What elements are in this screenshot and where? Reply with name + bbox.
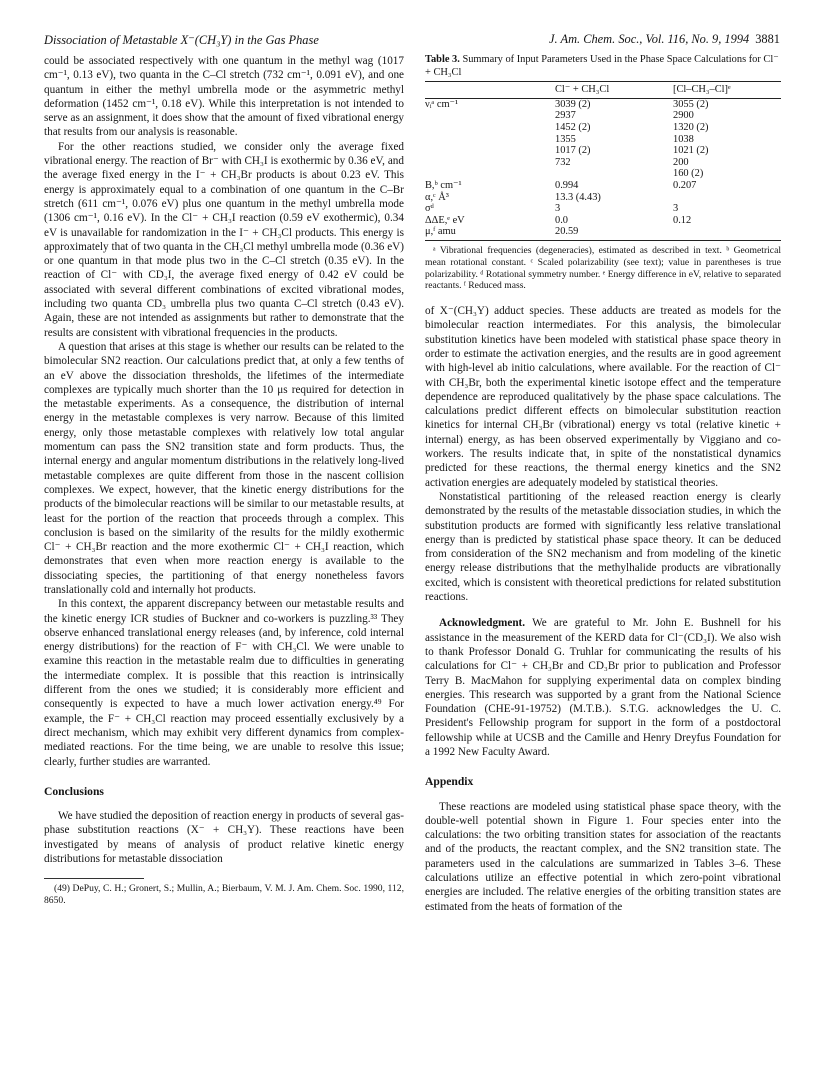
table-row <box>425 203 781 215</box>
table-cell: μ,ᶠ amu <box>425 226 555 240</box>
column-header: [Cl–CH₃–Cl]ᵉ <box>673 82 781 99</box>
table-row <box>425 192 781 204</box>
section-heading-conclusions: Conclusions <box>44 784 104 798</box>
table-cell <box>425 110 555 122</box>
table-cell <box>425 122 555 134</box>
running-header <box>44 32 780 48</box>
table-cell: 160 (2) <box>673 168 704 180</box>
paragraph: A question that arises at this stage is whether our results can be related to the bimolecular SN2 reaction. Our calculations predict that, at only a few tenths of an eV above the dissociation thresholds, the lifetimes of the intermediate complexes are typically much shorter than the 10 μs required for detection in the metastable experiments. As a consequence, the distribution of internal energy in the metastable complexes is very narrow. Because of this limited energy, only those metastable complexes with relatively low total angular momentum can pass the SN2 transition state and form products. Thus, the internal energy and angular momentum distributions in the relatively long-lived metastable complexes are quite different from those in the nascent collision complexes. We expect, however, that the kinetic energy distributions for the products of the bimolecular reactions will be similar to our metastable results, at least for the portion of the reaction that proceeds through a complex. This conclusion is based on the similarity of the results for the mildly exothermic Cl⁻ + CH₃Br reaction and the more exothermic Cl⁻ + CH₃I reaction, which demonstrates that even when more reaction energy is available to the dissociating species, the partitioning of that energy nonetheless favors translationally cold and internally hot products. <box>44 340 404 596</box>
table-cell: B,ᵇ cm⁻¹ <box>425 179 462 191</box>
table-cell: 1355 <box>555 133 576 145</box>
running-title: Dissociation of Metastable X⁻(CH₃Y) in the Gas Phase <box>44 33 319 47</box>
acknowledgment: Acknowledgment. We are grateful to Mr. John E. Bushnell for his assistance in the measurement of the KERD data for Cl⁻(CD₃I). We also wish to thank Professor Donald G. Truhlar for communicating the results of his calculations for Cl⁻ + CH₃Br and CD₃Br prior to publication and Professor Terry B. MacMahon for supplying experimental data on complex binding energies. This research was supported by a grant from the National Science Foundation (CHE-91-19752) (M.T.B.). S.T.G. acknowledges the U. C. President's Fellowship program for support in the form of a postdoctoral fellowship while at UCSB and the Camille and Henry Dreyfus Foundation for a 1992 New Faculty Award. <box>425 617 781 758</box>
table-cell: 3039 (2) <box>555 98 591 110</box>
table-cell: 0.0 <box>555 214 568 226</box>
table-header-row <box>425 82 781 99</box>
journal-citation: J. Am. Chem. Soc., Vol. 116, No. 9, 1994 3881 <box>549 32 780 46</box>
table-cell: 0.994 <box>555 179 579 191</box>
table-cell <box>425 157 555 169</box>
table-cell: νᵢᵃ cm⁻¹ <box>425 98 459 110</box>
table-cell <box>673 192 781 204</box>
table-row <box>425 226 781 240</box>
page-number: 3881 <box>755 32 780 46</box>
table-cell: 1320 (2) <box>673 121 709 133</box>
paragraph: We have studied the deposition of reaction energy in products of several gas-phase substitution reactions (X⁻ + CH₃Y). These reactions have been investigated by means of analysis of product relative kinetic energy distributions for metastable dissociation <box>44 810 404 866</box>
table-cell: σᵈ <box>425 203 434 215</box>
table-cell: 1452 (2) <box>555 121 591 133</box>
table-cell <box>555 168 673 180</box>
table-caption: Table 3. Summary of Input Parameters Used in the Phase Space Calculations for Cl⁻ + CH₃Cl <box>425 54 779 78</box>
footnote-rule <box>44 878 144 879</box>
table-cell: 0.207 <box>673 179 697 191</box>
table-cell: ΔΔE,ᵉ eV <box>425 214 465 226</box>
table-cell <box>425 168 555 180</box>
table-cell <box>425 145 555 157</box>
paragraph: Nonstatistical partitioning of the released reaction energy is clearly demonstrated by the results of the metastable dissociation studies, in which the substitution products are formed with significantly less relative translational energy than is predicted by statistical phase space theory. It can be deduced from consideration of the SN2 mechanism and from modeling of the kinetic energy release distributions that the methylhalide products are vibrationally excited, which is consistent with theoretical predictions for related substitution reactions. <box>425 490 781 604</box>
table-cell: 20.59 <box>555 226 673 240</box>
table-row <box>425 134 781 146</box>
table-row <box>425 122 781 134</box>
table-cell: 2900 <box>673 110 694 122</box>
paragraph: of X⁻(CH₃Y) adduct species. These adducts are treated as models for the bimolecular reaction intermediates. For this analysis, the bimolecular substitution kinetics have been modeled with statistical phase space theory in order to estimate the activation energies, and the results are in good agreement with high-level ab initio calculations, where available. For the reaction of Cl⁻ with CH₃Br, both the experimental kinetic isotope effect and the temperature dependence are reproduced qualitatively by the phase space calculations. The calculations predict different effects on bimolecular substitution reaction kinetics for internal CH₃Br (vibrational) energy vs total (relative kinetic + internal) energy, as has been observed experimentally by Viggiano and co-workers. The results indicate that, in spite of the nonstatistical dynamics predicted for these reactions, the thermal energy kinetics and the SN2 activation energies are adequately modeled by statistical theories. <box>425 305 781 489</box>
left-column <box>44 54 404 907</box>
paragraph: In this context, the apparent discrepancy between our metastable results and the kinetic energy ICR studies of Buckner and co-workers is puzzling.³³ They observe enhanced translational energy releases (and, by inference, cold internal energy distributions) for the reaction of F⁻ with CH₃Cl. We were unable to examine this reaction in the metastable realm due to difficulties in generating the intermediate complex. It is possible that this reaction is intrinsically different from the ones we studied; it is considerably more efficient and consequently is expected to have a much lower activation energy.⁴⁹ For example, the F⁻ + CH₃Cl reaction may proceed essentially exclusively by a direct mechanism, which may exhibit very different dynamics from complex-mediated reactions. For the time being, we are unable to resolve this issue; clearly, further studies are warranted. <box>44 598 404 768</box>
table-row <box>425 215 781 227</box>
table-cell: 732 <box>555 156 571 168</box>
table-row <box>425 157 781 169</box>
right-column <box>425 54 781 914</box>
table-cell: 1038 <box>673 133 694 145</box>
table-row <box>425 180 781 192</box>
table-cell: 3 <box>555 203 561 215</box>
paragraph: could be associated respectively with one quantum in the methyl wag (1017 cm⁻¹, 0.13 eV), two quanta in the C–Cl stretch (732 cm⁻¹, 0.091 eV), and one quantum in either the methyl umbrella mode or the asymmetric methyl deformation (1452 cm⁻¹, 0.18 eV). While this interpretation is not intended to serve as an assignment, it does show that the amount of fixed vibrational energy that results from our analysis is reasonable. <box>44 55 404 139</box>
section-heading-appendix: Appendix <box>425 775 474 789</box>
footnote: (49) DePuy, C. H.; Gronert, S.; Mullin, A.; Bierbaum, V. M. J. Am. Chem. Soc. 1990, 112, 8650. <box>44 883 404 907</box>
table-row <box>425 168 781 180</box>
table-cell: 3 <box>673 203 679 215</box>
table-cell <box>673 226 781 240</box>
table-row <box>425 145 781 157</box>
table-cell <box>425 134 555 146</box>
table-cell: 1021 (2) <box>673 145 709 157</box>
table-footnotes: ᵃ Vibrational frequencies (degeneracies), estimated as described in text. ᵇ Geometrical mean rotational constant. ᶜ Scaled polarizability (see text); value in parentheses is true polarizability. ᵈ Rotational symmetry number. ᵉ Energy difference in eV, relative to separated reactants. ᶠ Reduced mass. <box>425 244 781 292</box>
table-cell: 3055 (2) <box>673 98 709 110</box>
column-header <box>425 82 555 99</box>
table-row <box>425 98 781 110</box>
table-cell: 0.12 <box>673 214 692 226</box>
table-cell: 1017 (2) <box>555 145 591 157</box>
paragraph: These reactions are modeled using statistical phase space theory, with the double-well potential shown in Figure 1. Four species enter into the calculations: the two orbiting transition states for association of the reactants and of the products, the reactant complex, and the SN2 transition state. The parameters used in the calculations are summarized in Tables 3–6. These calculations utilize an effective potential in which zero-point vibrational energies are included. The relative energies of the orbiting transition states are estimated from the heats of formation of the <box>425 800 781 913</box>
table-cell: α,ᶜ Å³ <box>425 191 449 203</box>
table-cell: 13.3 (4.43) <box>555 191 601 203</box>
table-3 <box>425 81 781 241</box>
table-cell: 200 <box>673 156 689 168</box>
paragraph: For the other reactions studied, we consider only the average fixed vibrational energy. The reaction of Br⁻ with CH₃I is exothermic by 0.36 eV, and the average fixed energy in the I⁻ + CH₃Br products is about 0.23 eV. This energy is approximately equal to a combination of one quantum in the C–Br stretch (611 cm⁻¹, 0.076 eV) plus one quantum in the methyl umbrella mode (1306 cm⁻¹, 0.16 eV). In the Cl⁻ + CH₃I reaction (0.59 eV exothermic), 0.34 eV is unavailable for randomization in the I⁻ + CH₃Cl products. This energy is approximately that of two quanta in the CH₃Cl methyl umbrella mode (0.36 eV) or one quantum in that mode plus two in the C–Cl stretch (0.35 eV). In the reaction of Cl⁻ with CD₃I, the average fixed energy of 0.42 eV could be associated with several different combinations of excited vibrational modes, including two quanta CD₃ umbrella plus two quanta C–Cl stretch (0.43 eV). Again, these are not intended as assignments but rather to demonstrate that the results are consistent with vibrational frequencies in the products. <box>44 140 404 339</box>
table-row <box>425 110 781 122</box>
column-header: Cl⁻ + CH₃Cl <box>555 82 673 99</box>
table-cell: 2937 <box>555 110 576 122</box>
